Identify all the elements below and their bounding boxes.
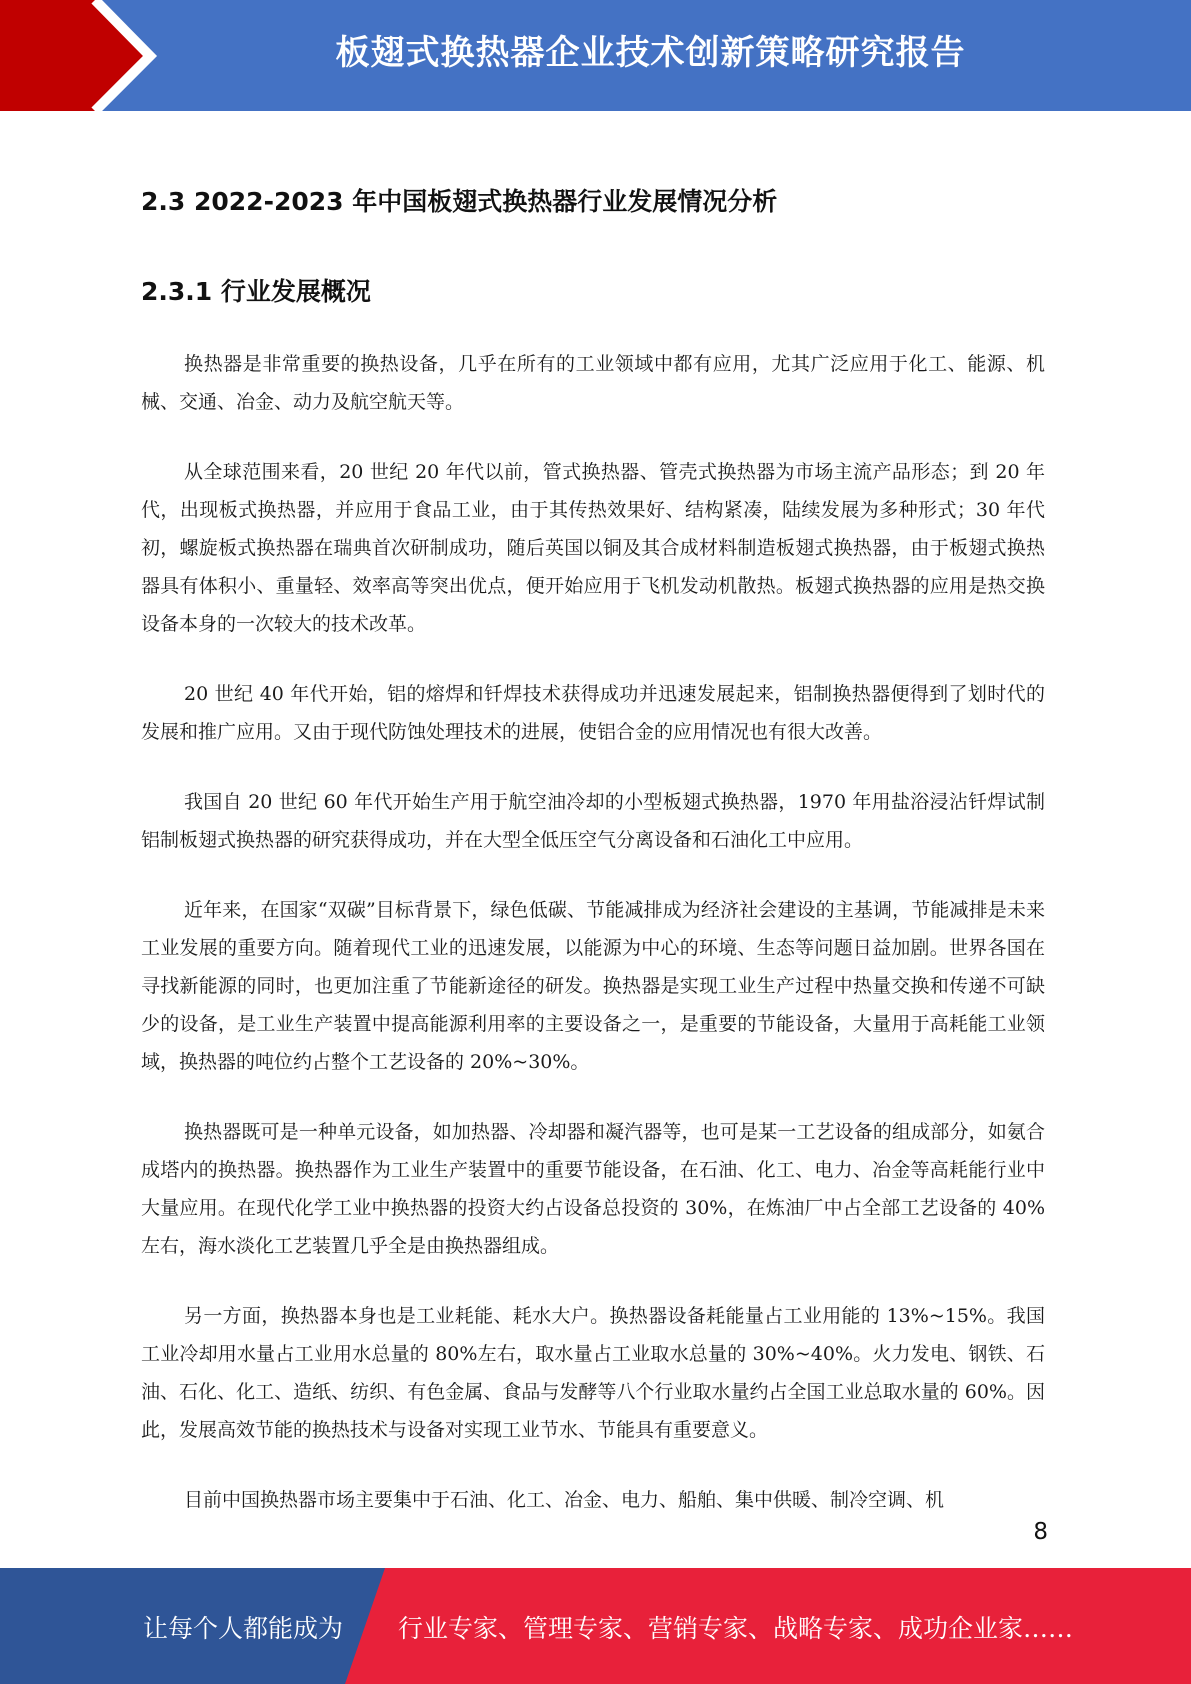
paragraph: 20 世纪 40 年代开始，铝的熔焊和钎焊技术获得成功并迅速发展起来，铝制换热器便得到了划时代的发展和推广应用。又由于现代防蚀处理技术的进展，使铝合金的应用情况也有很大改善。 <box>141 683 1045 743</box>
header-red-chevron <box>0 0 150 111</box>
report-title: 板翅式换热器企业技术创新策略研究报告 <box>335 33 966 73</box>
paragraph: 从全球范围来看，20 世纪 20 年代以前，管式换热器、管壳式换热器为市场主流产品形态；到 20 年代，出现板式换热器，并应用于食品工业，由于其传热效果好、结构紧凑，陆续发展为多种形式；30 年代初，螺旋板式换热器在瑞典首次研制成功，随后英国以铜及其合成材料制造板翅式换热器，由于板翅式换热器具有体积小、重量轻、效率高等突出优点，便开始应用于飞机发动机散热。板翅式换热器的应用是热交换设备本身的一次较大的技术改革。 <box>141 461 1045 635</box>
page-footer-banner <box>0 1568 1191 1684</box>
body-text <box>141 345 1045 1551</box>
paragraph: 目前中国换热器市场主要集中于石油、化工、冶金、电力、船舶、集中供暖、制冷空调、机 <box>184 1489 945 1511</box>
paragraph: 近年来，在国家“双碳”目标背景下，绿色低碳、节能减排成为经济社会建设的主基调，节能减排是未来工业发展的重要方向。随着现代工业的迅速发展，以能源为中心的环境、生态等问题日益加剧。世界各国在寻找新能源的同时，也更加注重了节能新途径的研发。换热器是实现工业生产过程中热量交换和传递不可缺少的设备，是工业生产装置中提高能源利用率的主要设备之一，是重要的节能设备，大量用于高耗能工业领域，换热器的吨位约占整个工艺设备的 20%~30%。 <box>141 899 1045 1073</box>
paragraph: 我国自 20 世纪 60 年代开始生产用于航空油冷却的小型板翅式换热器，1970 年用盐浴浸沾钎焊试制铝制板翅式换热器的研究获得成功，并在大型全低压空气分离设备和石油化工中应用。 <box>141 791 1045 851</box>
section-heading: 2.3 2022-2023 年中国板翅式换热器行业发展情况分析 <box>141 187 778 216</box>
paragraph: 另一方面，换热器本身也是工业耗能、耗水大户。换热器设备耗能量占工业用能的 13%~15%。我国工业冷却用水量占工业用水总量的 80%左右，取水量占工业取水总量的 30%~40%。火力发电、钢铁、石油、石化、化工、造纸、纺织、有色金属、食品与发酵等八个行业取水量约占全国工业总取水量的 60%。因此，发展高效节能的换热技术与设备对实现工业节水、节能具有重要意义。 <box>141 1305 1045 1441</box>
footer-slogan-left: 让每个人都能成为 <box>143 1614 344 1643</box>
page-header-banner <box>0 0 1191 111</box>
subsection-heading: 2.3.1 行业发展概况 <box>141 277 371 306</box>
footer-slogan-right: 行业专家、管理专家、营销专家、战略专家、成功企业家…… <box>398 1614 1074 1643</box>
paragraph: 换热器既可是一种单元设备，如加热器、冷却器和凝汽器等，也可是某一工艺设备的组成部分，如氨合成塔内的换热器。换热器作为工业生产装置中的重要节能设备，在石油、化工、电力、冶金等高耗能行业中大量应用。在现代化学工业中换热器的投资大约占设备总投资的 30%，在炼油厂中占全部工艺设备的 40%左右，海水淡化工艺装置几乎全是由换热器组成。 <box>141 1121 1045 1257</box>
page-number: 8 <box>1033 1519 1048 1545</box>
paragraph: 换热器是非常重要的换热设备，几乎在所有的工业领域中都有应用，尤其广泛应用于化工、能源、机械、交通、冶金、动力及航空航天等。 <box>141 353 1045 413</box>
